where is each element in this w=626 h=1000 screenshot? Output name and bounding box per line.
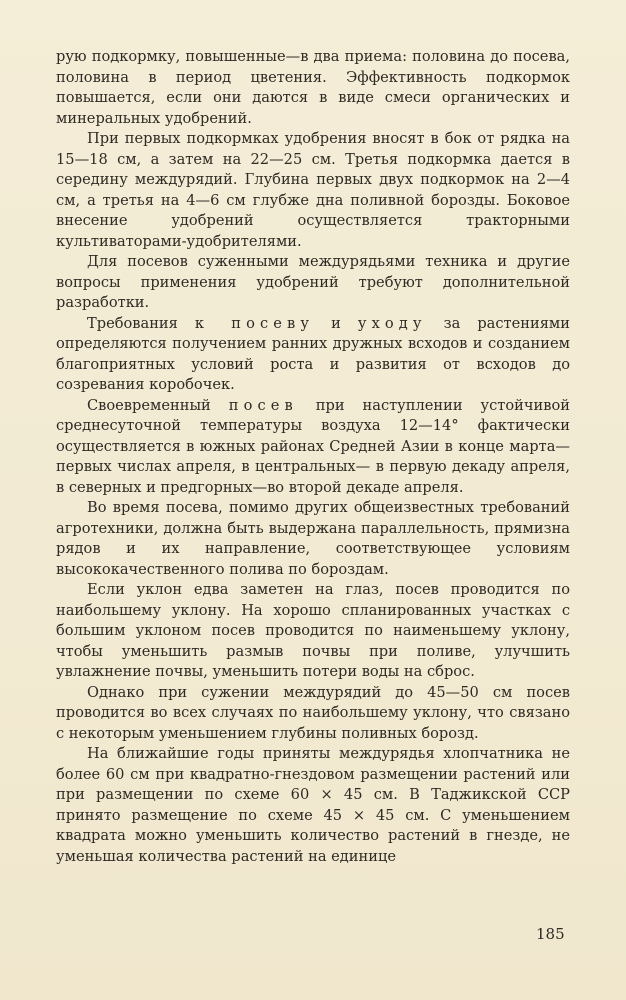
paragraph-text: рую подкормку, повышенные—в два приема: половина до посева, половина в период цветения. Эффективность подкормок повышается, если они даются в виде смеси органических и минеральных удобрений. [56,48,570,127]
paragraph-row-direction [56,498,570,580]
paragraph-text: Если уклон едва заметен на глаз, посев проводится по наибольшему уклону. На хорошо спланированных участках с большим уклоном посев проводится по наименьшему уклону, чтобы уменьшить размыв почвы при поливе, улучшить увлажнение почвы, уменьшить потери воды на сброс. [56,581,570,680]
page-number: 185 [536,925,565,943]
paragraph-text: Для посевов суженными междурядьями техника и другие вопросы применения удобрений требуют дополнительной разработки. [56,253,570,311]
paragraph-narrow-rows [56,252,570,314]
paragraph-sowing-requirements [56,314,570,396]
paragraph-text: При первых подкормках удобрения вносят в бок от рядка на 15—18 см, а затем на 22—25 см. Третья подкормка дается в середину междурядий. Глубина первых двух подкормок на 2—4 см, а третья на 4—6 см глубже дна поливной борозды. Боковое внесение удобрений осуществляется тракторными культиваторами-удобрителями. [56,130,570,250]
paragraph-text-end: за растениями определяются получением ранних дружных всходов и созданием благоприятных условий роста и развития от всходов до созревания коробочек. [56,314,570,393]
paragraph-narrowing [56,683,570,745]
paragraph-sowing-time [56,396,570,499]
paragraph-text-start: Своевременный [87,396,229,414]
spaced-emphasis: посев [228,396,298,414]
spaced-emphasis: к посеву [194,314,315,332]
paragraph-fertilizer-placement [56,129,570,252]
paragraph-text-end: при наступлении устойчивой среднесуточной температуры воздуха 12—14° фактически осуществляется в южных районах Средней Азии в конце марта—первых числах апреля, в центральных— в первую декаду апреля, в северных и предгорных—во второй декаде апреля. [56,396,570,496]
spaced-emphasis: уходу [357,314,427,332]
paragraph-text-start: Требования [87,314,195,332]
paragraph-text: На ближайшие годы приняты междурядья хлопчатника не более 60 см при квадратно-гнездовом размещении растений или при размещении по схеме 60 × 45 см. В Таджикской ССР принято размещение по схеме 45 × 45 см. С уменьшением квадрата можно уменьшить количество растений в гнезде, не уменьшая количества растений на единице [56,745,570,865]
paragraph-text: Однако при сужении междурядий до 45—50 см посев проводится во всех случаях по наибольшему уклону, что связано с некоторым уменьшением глубины поливных борозд. [56,683,570,742]
body-text [56,47,570,867]
paragraph-spacing-scheme [56,744,570,867]
paragraph-slope [56,580,570,683]
paragraph-text: Во время посева, помимо других общеизвестных требований агротехники, должна быть выдержана параллельность, прямизна рядов и их направление, соответствующее условиям высококачественного полива по бороздам. [56,499,570,578]
paragraph-fertilizer-continuation [56,47,570,129]
paragraph-text-middle: и [314,314,358,332]
